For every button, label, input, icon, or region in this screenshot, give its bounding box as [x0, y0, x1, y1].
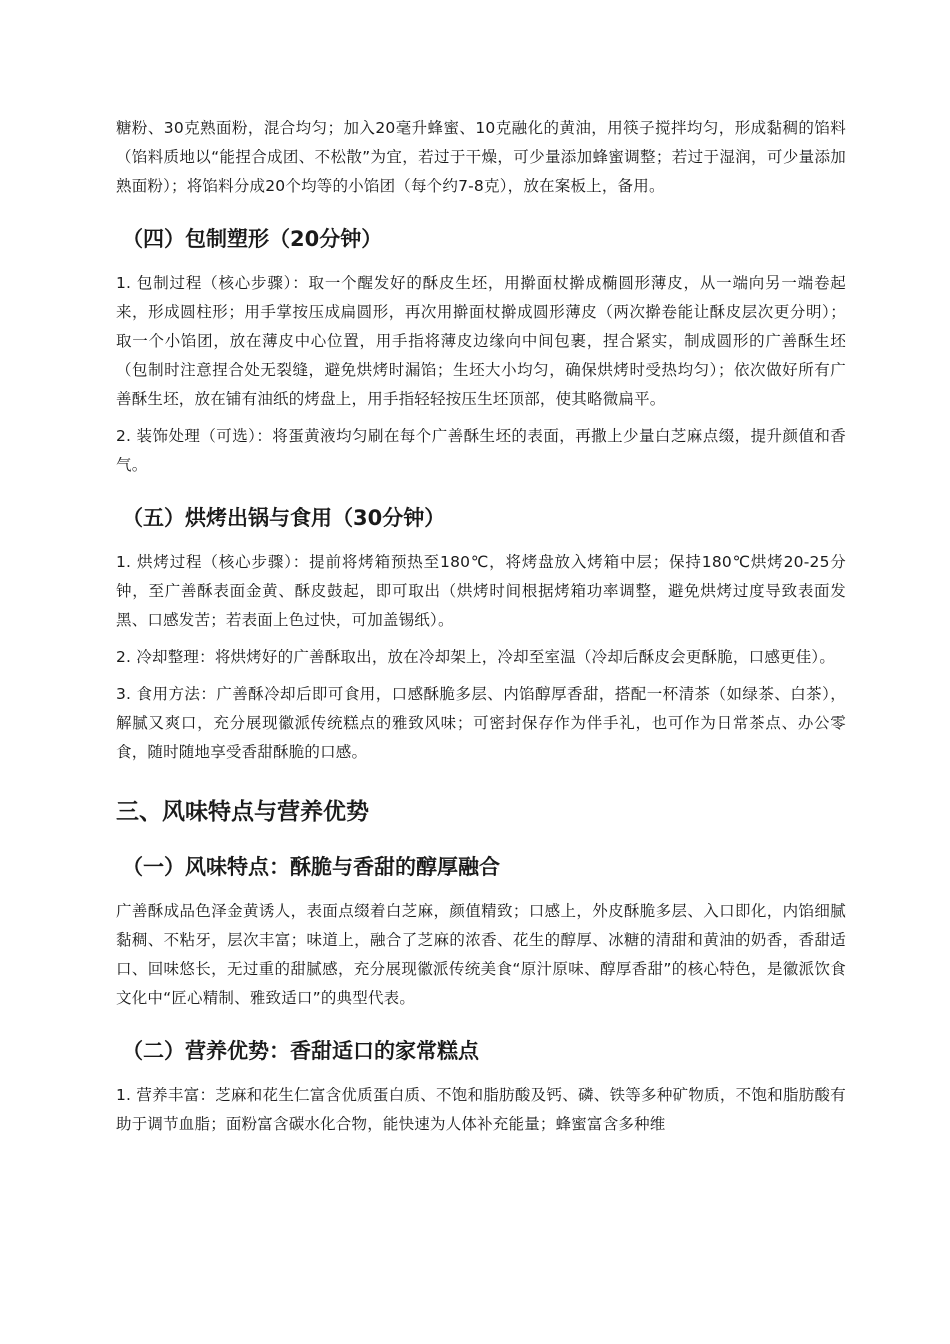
- step5-item-2: 2. 冷却整理：将烘烤好的广善酥取出，放在冷却架上，冷却至室温（冷却后酥皮会更酥脆，口感更佳）。: [116, 648, 836, 666]
- section3-sub1-heading: （一）风味特点：酥脆与香甜的醇厚融合: [122, 855, 500, 879]
- section3-sub2-text: 1. 营养丰富：芝麻和花生仁富含优质蛋白质、不饱和脂肪酸及钙、磷、铁等多种矿物质，不饱和脂肪酸有助于调节血脂；面粉富含碳水化合物，能快速为人体补充能量；蜂蜜富含多种维: [116, 1086, 846, 1133]
- step4-item-1: 1. 包制过程（核心步骤）：取一个醒发好的酥皮生坯，用擀面杖擀成椭圆形薄皮，从一端向另一端卷起来，形成圆柱形；用手掌按压成扁圆形，再次用擀面杖擀成圆形薄皮（两次擀卷能让酥皮层次更分明）；取一个小馅团，放在薄皮中心位置，用手指将薄皮边缘向中间包裹，捏合紧实，制成圆形的广善酥生坯（包制时注意捏合处无裂缝，避免烘烤时漏馅；生坯大小均匀，确保烘烤时受热均匀）；依次做好所有广善酥生坯，放在铺有油纸的烤盘上，用手指轻轻按压生坯顶部，使其略微扁平。: [116, 274, 846, 408]
- step5-item-1: 1. 烘烤过程（核心步骤）：提前将烤箱预热至180℃，将烤盘放入烤箱中层；保持180℃烘烤20-25分钟，至广善酥表面金黄、酥皮鼓起，即可取出（烘烤时间根据烤箱功率调整，避免烘烤过度导致表面发黑、口感发苦；若表面上色过快，可加盖锡纸）。: [116, 553, 846, 629]
- section3-heading: 三、风味特点与营养优势: [116, 799, 369, 825]
- step5-item-3: 3. 食用方法：广善酥冷却后即可食用，口感酥脆多层、内馅醇厚香甜，搭配一杯清茶（如绿茶、白茶），解腻又爽口，充分展现徽派传统糕点的雅致风味；可密封保存作为伴手礼，也可作为日常茶点、办公零食，随时随地享受香甜酥脆的口感。: [116, 685, 846, 761]
- step4-item-2: 2. 装饰处理（可选）：将蛋黄液均匀刷在每个广善酥生坯的表面，再撒上少量白芝麻点缀，提升颜值和香气。: [116, 427, 846, 474]
- document-body: [116, 114, 846, 1147]
- step4-heading: （四）包制塑形（20分钟）: [122, 227, 383, 251]
- intro-paragraph: 糖粉、30克熟面粉，混合均匀；加入20毫升蜂蜜、10克融化的黄油，用筷子搅拌均匀，形成黏稠的馅料（馅料质地以“能捏合成团、不松散”为宜，若过于干燥，可少量添加蜂蜜调整；若过于湿润，可少量添加熟面粉）；将馅料分成20个均等的小馅团（每个约7-8克），放在案板上，备用。: [116, 119, 846, 195]
- step5-heading: （五）烘烤出锅与食用（30分钟）: [122, 506, 446, 530]
- section3-sub2-heading: （二）营养优势：香甜适口的家常糕点: [122, 1039, 479, 1063]
- section3-sub1-text: 广善酥成品色泽金黄诱人，表面点缀着白芝麻，颜值精致；口感上，外皮酥脆多层、入口即化，内馅细腻黏稠、不粘牙，层次丰富；味道上，融合了芝麻的浓香、花生的醇厚、冰糖的清甜和黄油的奶香，香甜适口、回味悠长，无过重的甜腻感，充分展现徽派传统美食“原汁原味、醇厚香甜”的核心特色，是徽派饮食文化中“匠心精制、雅致适口”的典型代表。: [116, 902, 846, 1007]
